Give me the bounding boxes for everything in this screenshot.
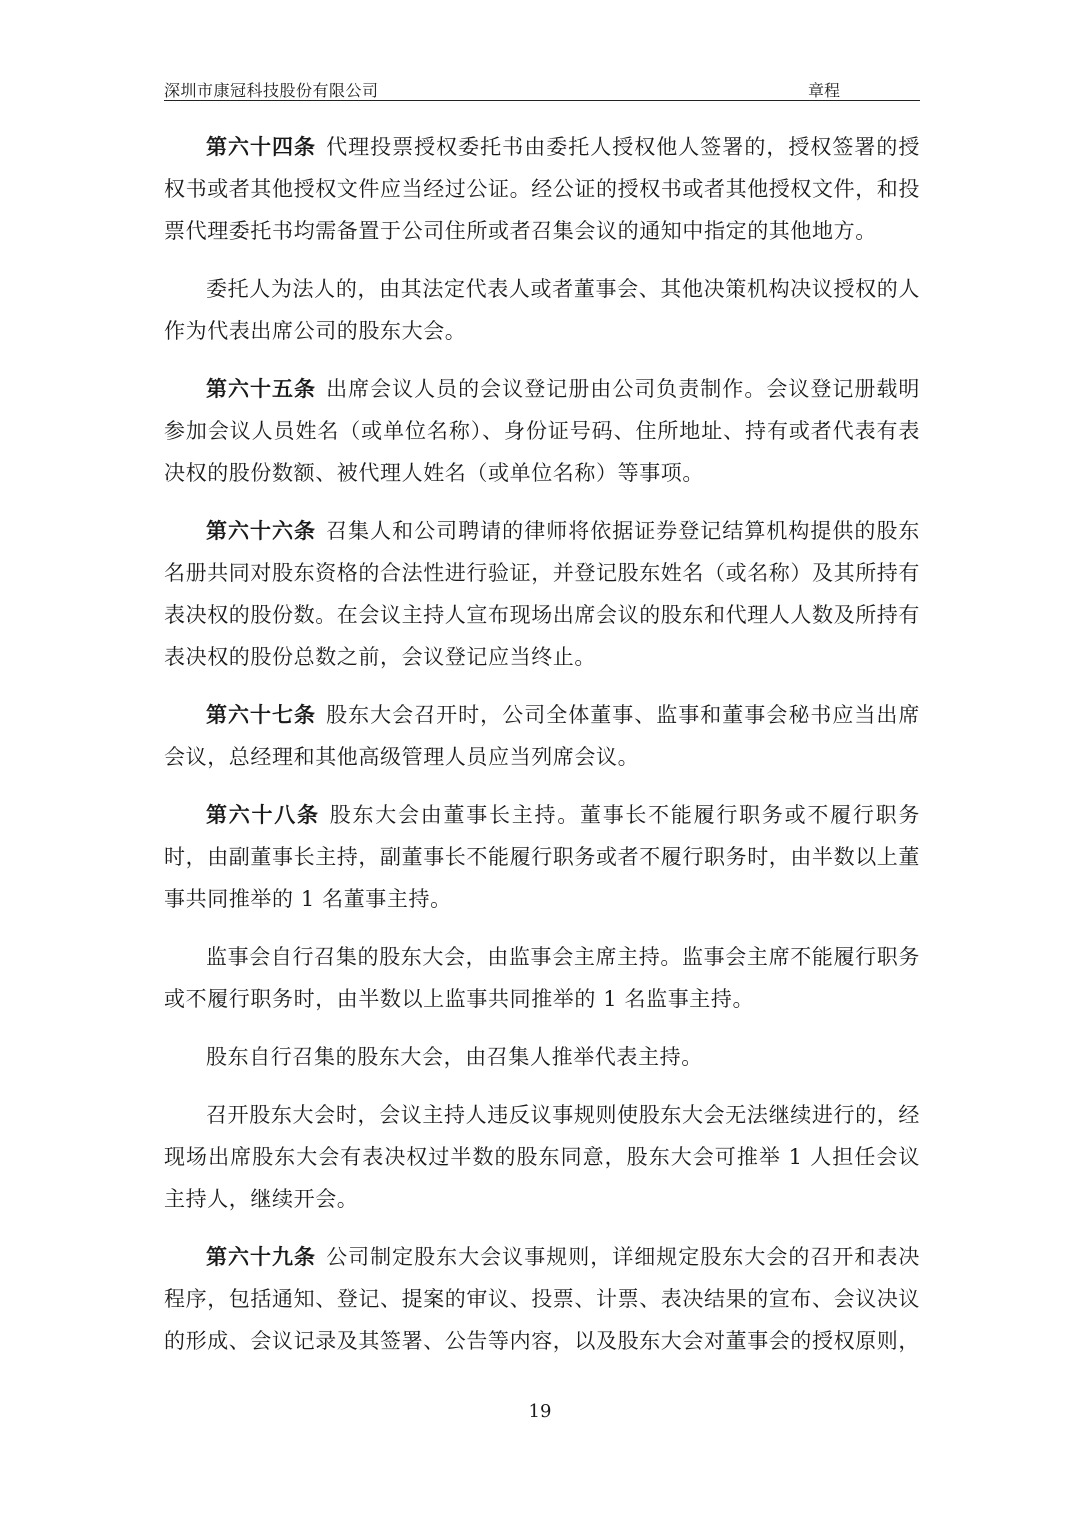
article-number: 第六十五条 [206, 376, 317, 401]
paragraph-text: 股东大会召开时，公司全体董事、监事和董事会秘书应当出席会议，总经理和其他高级管理人员应当列席会议。 [164, 703, 921, 769]
paragraph-text: 股东自行召集的股东大会，由召集人推举代表主持。 [206, 1045, 703, 1069]
article-number: 第六十四条 [206, 134, 317, 159]
document-body [164, 126, 920, 1378]
paragraph-text: 召开股东大会时，会议主持人违反议事规则使股东大会无法继续进行的，经现场出席股东大会有表决权过半数的股东同意，股东大会可推举 1 人担任会议主持人，继续开会。 [164, 1103, 920, 1211]
paragraph-text: 代理投票授权委托书由委托人授权他人签署的，授权签署的授权书或者其他授权文件应当经过公证。经公证的授权书或者其他授权文件，和投票代理委托书均需备置于公司住所或者召集会议的通知中指定的其他地方。 [164, 135, 921, 243]
article-64-paragraph-2 [164, 268, 920, 352]
header-company-name: 深圳市康冠科技股份有限公司 [164, 81, 379, 100]
header-document-type: 章程 [808, 81, 841, 100]
article-68-paragraph-2 [164, 936, 920, 1020]
paragraph-text: 监事会自行召集的股东大会，由监事会主席主持。监事会主席不能履行职务或不履行职务时，由半数以上监事共同推举的 1 名监事主持。 [164, 945, 920, 1011]
article-65-paragraph [164, 368, 920, 494]
page-number: 19 [528, 1401, 552, 1422]
article-67-paragraph [164, 694, 920, 778]
paragraph-text: 委托人为法人的，由其法定代表人或者董事会、其他决策机构决议授权的人作为代表出席公司的股东大会。 [164, 277, 920, 343]
paragraph-text: 召集人和公司聘请的律师将依据证券登记结算机构提供的股东名册共同对股东资格的合法性进行验证，并登记股东姓名（或名称）及其所持有表决权的股份数。在会议主持人宣布现场出席会议的股东和代理人人数及所持有表决权的股份总数之前，会议登记应当终止。 [164, 519, 921, 669]
paragraph-text: 出席会议人员的会议登记册由公司负责制作。会议登记册载明参加会议人员姓名（或单位名称）、身份证号码、住所地址、持有或者代表有表决权的股份数额、被代理人姓名（或单位名称）等事项。 [164, 377, 921, 485]
page-header [164, 76, 920, 101]
article-68-paragraph-3 [164, 1036, 920, 1078]
article-64-paragraph [164, 126, 920, 252]
article-number: 第六十七条 [206, 702, 317, 727]
article-66-paragraph [164, 510, 920, 678]
article-number: 第六十九条 [206, 1244, 317, 1269]
article-number: 第六十六条 [206, 518, 317, 543]
article-number: 第六十八条 [206, 802, 320, 827]
paragraph-text: 股东大会由董事长主持。董事长不能履行职务或不履行职务时，由副董事长主持，副董事长不能履行职务或者不履行职务时，由半数以上董事共同推举的 1 名董事主持。 [164, 803, 920, 911]
paragraph-text: 公司制定股东大会议事规则，详细规定股东大会的召开和表决程序，包括通知、登记、提案的审议、投票、计票、表决结果的宣布、会议决议的形成、会议记录及其签署、公告等内容，以及股东大会对董事会的授权原则， [164, 1245, 921, 1353]
article-68-paragraph-4 [164, 1094, 920, 1220]
article-69-paragraph [164, 1236, 920, 1362]
article-68-paragraph [164, 794, 920, 920]
